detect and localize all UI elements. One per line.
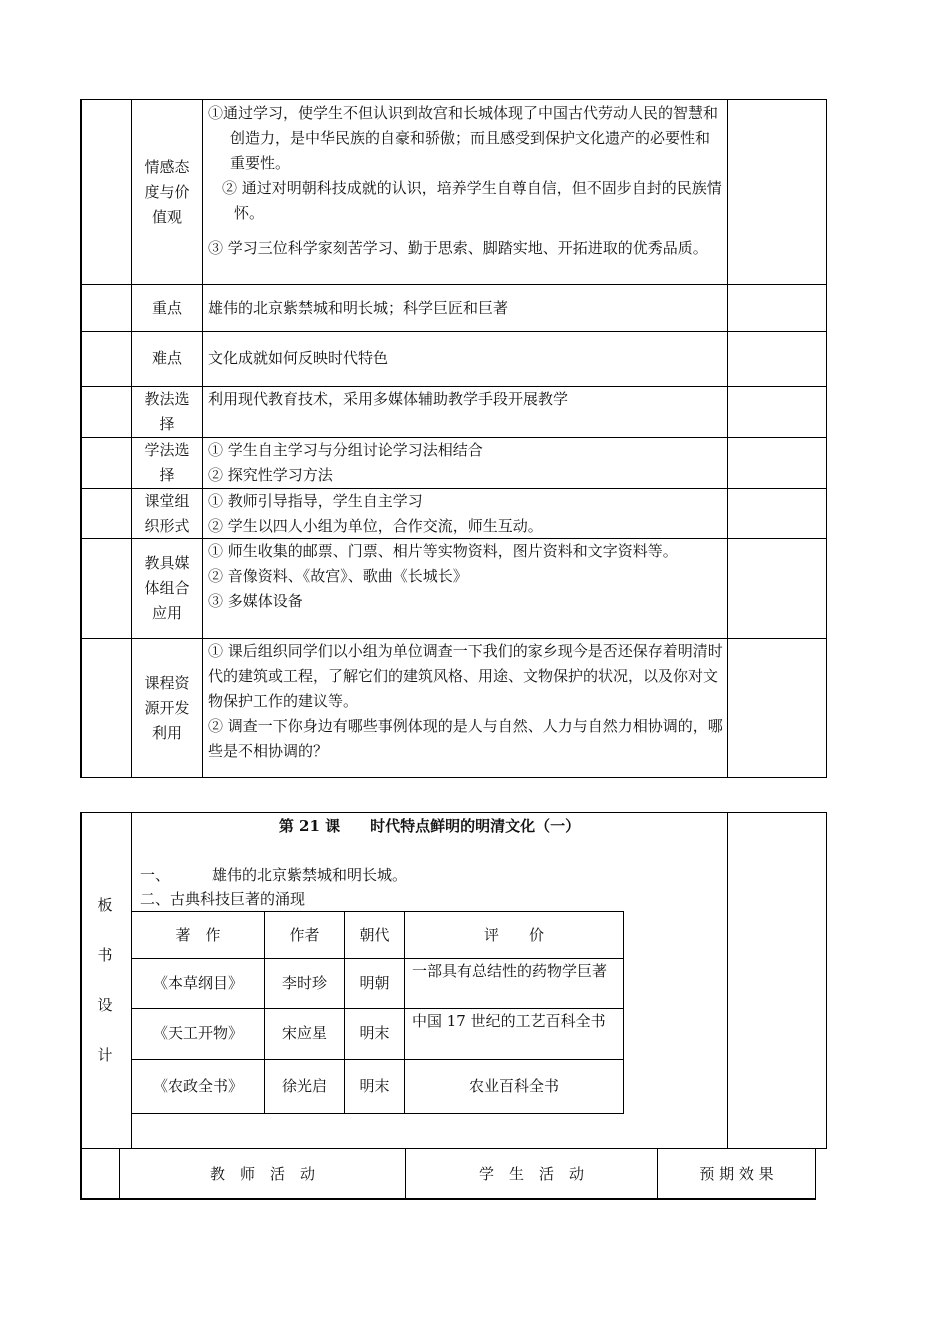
table-row: 明末	[359, 1024, 390, 1042]
label-attitude: 情感态度与价值观	[144, 158, 190, 226]
table-row: 《天工开物》	[152, 1024, 243, 1042]
label-media: 教具媒体组合应用	[144, 554, 190, 622]
content-resources	[208, 639, 723, 764]
header-expected-effect: 预 期 效 果	[699, 1165, 774, 1183]
media-item-3: ③ 多媒体设备	[208, 592, 303, 610]
table-row: 明末	[359, 1077, 390, 1095]
books-header-evaluation: 评 价	[483, 926, 544, 944]
label-difficulties: 难点	[151, 349, 182, 367]
attitude-item-2: ② 通过对明朝科技成就的认识，培养学生自尊自信，但不固步自封的民族情怀。	[222, 179, 722, 222]
content-key-points: 雄伟的北京紫禁城和明长城；科学巨匠和巨著	[208, 299, 509, 317]
content-media	[208, 539, 723, 614]
table-row: 《农政全书》	[152, 1077, 243, 1095]
class-org-item-1: ① 教师引导指导，学生自主学习	[208, 492, 423, 510]
board-title: 第 21 课 时代特点鲜明的明清文化（一）	[278, 817, 581, 835]
resources-item-1: ① 课后组织同学们以小组为单位调查一下我们的家乡现今是否还保存着明清时代的建筑或工程，了解它们的建筑风格、用途、文物保护的状况，以及你对文物保护工作的建议等。	[208, 642, 723, 710]
media-item-2: ② 音像资料、《故宫》、歌曲《长城长》	[208, 567, 468, 585]
books-header-dynasty: 朝代	[359, 926, 390, 944]
resources-item-2: ② 调查一下你身边有哪些事例体现的是人与自然、人力与自然力相协调的，哪些是不相协调的？	[208, 717, 723, 760]
table-row: 宋应星	[281, 1024, 327, 1042]
table-row: 李时珍	[281, 974, 327, 992]
table-row: 中国 17 世纪的工艺百科全书	[412, 1012, 606, 1030]
table-row: 明朝	[359, 974, 390, 992]
attitude-item-3: ③ 学习三位科学家刻苦学习、勤于思索、脚踏实地、开拓进取的优秀品质。	[208, 239, 708, 257]
table-row: 《本草纲目》	[152, 974, 243, 992]
class-org-item-2: ② 学生以四人小组为单位，合作交流，师生互动。	[208, 517, 543, 535]
label-class-org: 课堂组织形式	[144, 492, 190, 535]
header-teacher-activity: 教 师 活 动	[209, 1165, 315, 1183]
content-attitude	[208, 101, 723, 261]
content-learning-method	[208, 438, 723, 488]
table-row: 徐光启	[281, 1077, 327, 1095]
label-resources: 课程资源开发利用	[144, 674, 190, 742]
board-point-2: 二、古典科技巨著的涌现	[140, 890, 306, 908]
label-key-points: 重点	[151, 299, 182, 317]
content-class-org	[208, 489, 723, 539]
label-learning-method: 学法选择	[144, 441, 190, 484]
books-header-author: 作者	[289, 926, 320, 944]
table-row: 农业百科全书	[468, 1077, 559, 1095]
learning-method-item-1: ① 学生自主学习与分组讨论学习法相结合	[208, 441, 483, 459]
media-item-1: ① 师生收集的邮票、门票、相片等实物资料，图片资料和文字资料等。	[208, 542, 678, 560]
attitude-item-1: ①通过学习，使学生不但认识到故宫和长城体现了中国古代劳动人民的智慧和创造力，是中华民族的自豪和骄傲；而且感受到保护文化遗产的必要性和重要性。	[208, 104, 719, 172]
table-row: 一部具有总结性的药物学巨著	[412, 962, 608, 980]
board-label: 板 书 设 计	[97, 896, 113, 1064]
label-teaching-method: 教法选择	[144, 390, 190, 433]
header-student-activity: 学 生 活 动	[478, 1165, 584, 1183]
board-point-1: 一、 雄伟的北京紫禁城和明长城。	[140, 866, 408, 884]
content-difficulties: 文化成就如何反映时代特色	[208, 349, 389, 367]
learning-method-item-2: ② 探究性学习方法	[208, 466, 333, 484]
content-teaching-method: 利用现代教育技术，采用多媒体辅助教学手段开展教学	[208, 390, 569, 408]
books-header-work: 著 作	[175, 926, 221, 944]
